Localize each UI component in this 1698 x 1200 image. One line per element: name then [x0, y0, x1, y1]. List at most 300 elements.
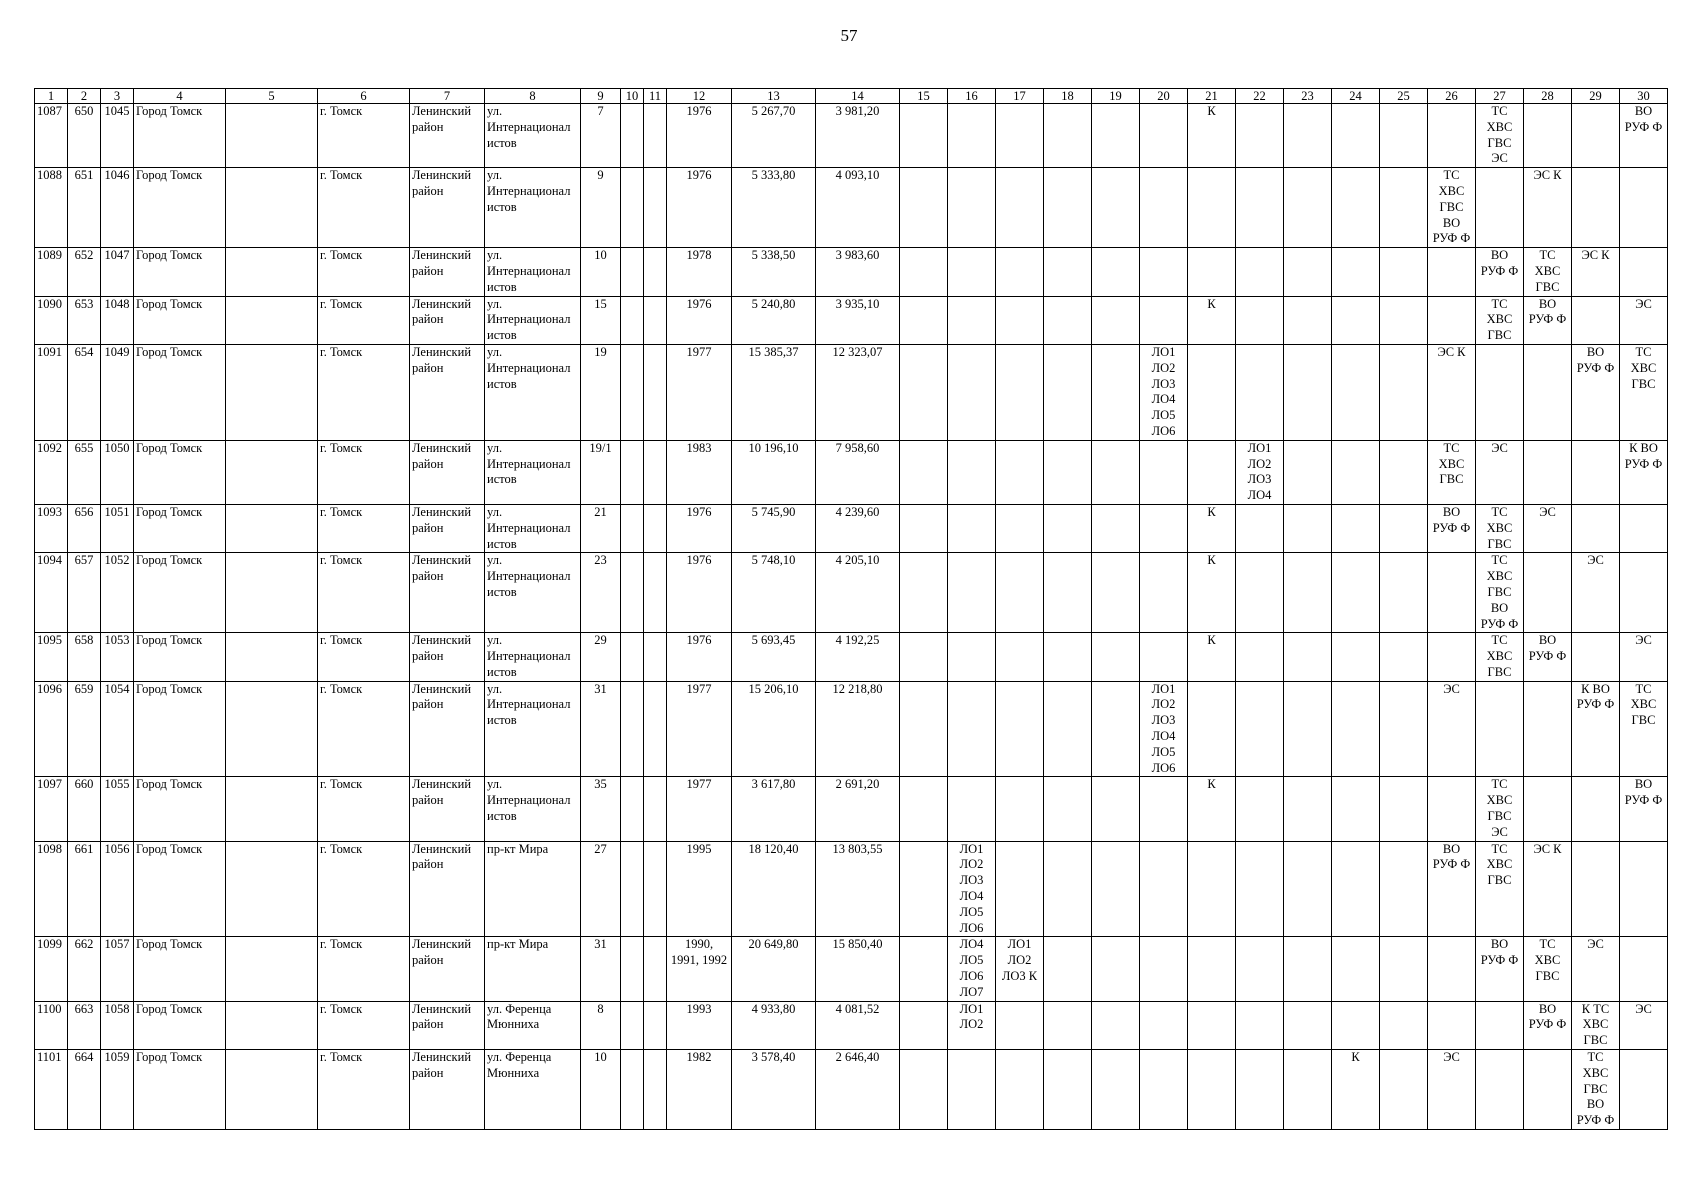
table-cell-col-14: 4 192,25: [816, 633, 900, 681]
table-cell-col-21: К: [1188, 104, 1236, 168]
table-cell-col-8: ул. Ференца Мюнниха: [485, 1001, 581, 1049]
table-cell-col-6: г. Томск: [318, 248, 410, 296]
table-cell-col-12: 1976: [667, 296, 732, 344]
table-cell-col-11: [644, 168, 667, 248]
table-body: [35, 104, 1668, 1130]
table-cell-col-13: 5 240,80: [732, 296, 816, 344]
table-cell-col-9: 19/1: [581, 440, 621, 504]
table-cell-col-23: [1284, 681, 1332, 777]
table-cell-col-10: [621, 168, 644, 248]
column-header-22: 22: [1236, 89, 1284, 104]
table-cell-col-15: [900, 168, 948, 248]
table-cell-col-23: [1284, 777, 1332, 841]
table-cell-col-19: [1092, 1001, 1140, 1049]
table-cell-col-22: [1236, 248, 1284, 296]
table-cell-col-11: [644, 504, 667, 552]
column-header-21: 21: [1188, 89, 1236, 104]
table-cell-col-18: [1044, 777, 1092, 841]
table-cell-col-30: [1620, 248, 1668, 296]
table-cell-col-26: [1428, 777, 1476, 841]
table-cell-col-15: [900, 248, 948, 296]
table-cell-col-20: [1140, 104, 1188, 168]
table-cell-col-5: [226, 296, 318, 344]
table-cell-col-11: [644, 1050, 667, 1130]
table-cell-col-9: 19: [581, 344, 621, 440]
table-cell-col-12: 1978: [667, 248, 732, 296]
table-cell-col-10: [621, 1001, 644, 1049]
table-cell-col-1: 1088: [35, 168, 68, 248]
table-cell-col-26: [1428, 937, 1476, 1001]
table-cell-col-19: [1092, 296, 1140, 344]
table-cell-col-25: [1380, 168, 1428, 248]
table-cell-col-28: [1524, 1050, 1572, 1130]
table-row: [35, 1001, 1668, 1049]
table-cell-col-4: Город Томск: [134, 841, 226, 937]
table-cell-col-10: [621, 777, 644, 841]
table-cell-col-5: [226, 104, 318, 168]
column-header-10: 10: [621, 89, 644, 104]
table-cell-col-3: 1051: [101, 504, 134, 552]
table-cell-col-7: Ленинский район: [410, 633, 485, 681]
table-cell-col-15: [900, 104, 948, 168]
table-cell-col-12: 1977: [667, 777, 732, 841]
table-cell-col-7: Ленинский район: [410, 344, 485, 440]
table-cell-col-28: [1524, 777, 1572, 841]
table-cell-col-17: [996, 633, 1044, 681]
table-cell-col-14: 4 205,10: [816, 553, 900, 633]
table-cell-col-1: 1091: [35, 344, 68, 440]
table-cell-col-24: [1332, 440, 1380, 504]
table-cell-col-5: [226, 633, 318, 681]
table-cell-col-7: Ленинский район: [410, 777, 485, 841]
table-cell-col-26: ТС ХВС ГВС ВО РУФ Ф: [1428, 168, 1476, 248]
table-cell-col-6: г. Томск: [318, 1001, 410, 1049]
table-cell-col-12: 1976: [667, 504, 732, 552]
table-cell-col-6: г. Томск: [318, 937, 410, 1001]
table-cell-col-5: [226, 344, 318, 440]
table-cell-col-30: К ВО РУФ Ф: [1620, 440, 1668, 504]
table-cell-col-23: [1284, 248, 1332, 296]
table-cell-col-20: ЛО1 ЛО2 ЛО3 ЛО4 ЛО5 ЛО6: [1140, 344, 1188, 440]
table-cell-col-23: [1284, 168, 1332, 248]
table-cell-col-24: К: [1332, 1050, 1380, 1130]
table-cell-col-3: 1048: [101, 296, 134, 344]
table-cell-col-28: [1524, 104, 1572, 168]
table-cell-col-27: [1476, 1050, 1524, 1130]
table-cell-col-11: [644, 344, 667, 440]
table-cell-col-15: [900, 841, 948, 937]
table-cell-col-28: ВО РУФ Ф: [1524, 1001, 1572, 1049]
table-cell-col-16: [948, 553, 996, 633]
table-cell-col-29: [1572, 440, 1620, 504]
table-cell-col-5: [226, 777, 318, 841]
table-cell-col-13: 5 693,45: [732, 633, 816, 681]
table-cell-col-1: 1100: [35, 1001, 68, 1049]
table-cell-col-10: [621, 681, 644, 777]
table-cell-col-18: [1044, 440, 1092, 504]
table-cell-col-16: [948, 504, 996, 552]
table-cell-col-7: Ленинский район: [410, 248, 485, 296]
table-cell-col-21: К: [1188, 633, 1236, 681]
table-cell-col-2: 651: [68, 168, 101, 248]
column-header-15: 15: [900, 89, 948, 104]
table-cell-col-5: [226, 1001, 318, 1049]
table-cell-col-5: [226, 681, 318, 777]
table-cell-col-28: ЭС К: [1524, 168, 1572, 248]
table-row: [35, 344, 1668, 440]
table-row: [35, 681, 1668, 777]
housing-register-table: [34, 88, 1668, 1130]
table-cell-col-17: [996, 681, 1044, 777]
table-cell-col-19: [1092, 504, 1140, 552]
table-row: [35, 553, 1668, 633]
table-cell-col-19: [1092, 937, 1140, 1001]
table-cell-col-6: г. Томск: [318, 168, 410, 248]
table-cell-col-27: ТС ХВС ГВС ЭС: [1476, 104, 1524, 168]
column-header-9: 9: [581, 89, 621, 104]
column-header-12: 12: [667, 89, 732, 104]
table-cell-col-28: ЭС: [1524, 504, 1572, 552]
table-cell-col-26: ВО РУФ Ф: [1428, 504, 1476, 552]
table-cell-col-27: ВО РУФ Ф: [1476, 248, 1524, 296]
table-cell-col-28: ТС ХВС ГВС: [1524, 937, 1572, 1001]
table-cell-col-19: [1092, 841, 1140, 937]
table-cell-col-1: 1098: [35, 841, 68, 937]
column-header-16: 16: [948, 89, 996, 104]
table-cell-col-21: [1188, 344, 1236, 440]
table-cell-col-27: [1476, 1001, 1524, 1049]
table-cell-col-14: 4 081,52: [816, 1001, 900, 1049]
table-cell-col-29: [1572, 633, 1620, 681]
table-cell-col-9: 21: [581, 504, 621, 552]
table-cell-col-22: [1236, 168, 1284, 248]
table-cell-col-17: [996, 504, 1044, 552]
table-cell-col-24: [1332, 296, 1380, 344]
table-cell-col-8: пр-кт Мира: [485, 841, 581, 937]
table-cell-col-4: Город Томск: [134, 681, 226, 777]
table-cell-col-26: [1428, 248, 1476, 296]
table-cell-col-15: [900, 553, 948, 633]
table-cell-col-28: [1524, 553, 1572, 633]
table-cell-col-2: 664: [68, 1050, 101, 1130]
table-cell-col-8: пр-кт Мира: [485, 937, 581, 1001]
table-cell-col-12: 1983: [667, 440, 732, 504]
table-cell-col-7: Ленинский район: [410, 841, 485, 937]
table-cell-col-14: 3 981,20: [816, 104, 900, 168]
table-cell-col-23: [1284, 504, 1332, 552]
table-cell-col-25: [1380, 1001, 1428, 1049]
table-cell-col-29: ВО РУФ Ф: [1572, 344, 1620, 440]
table-cell-col-24: [1332, 344, 1380, 440]
table-cell-col-6: г. Томск: [318, 344, 410, 440]
table-cell-col-13: 5 745,90: [732, 504, 816, 552]
table-cell-col-30: [1620, 841, 1668, 937]
column-header-27: 27: [1476, 89, 1524, 104]
table-cell-col-6: г. Томск: [318, 777, 410, 841]
table-cell-col-9: 8: [581, 1001, 621, 1049]
table-cell-col-17: [996, 1050, 1044, 1130]
table-cell-col-26: [1428, 553, 1476, 633]
table-cell-col-4: Город Томск: [134, 104, 226, 168]
table-cell-col-5: [226, 168, 318, 248]
table-cell-col-27: ТС ХВС ГВС: [1476, 633, 1524, 681]
table-cell-col-15: [900, 296, 948, 344]
table-row: [35, 937, 1668, 1001]
table-cell-col-9: 31: [581, 681, 621, 777]
table-cell-col-21: [1188, 1001, 1236, 1049]
table-cell-col-18: [1044, 1001, 1092, 1049]
table-cell-col-10: [621, 504, 644, 552]
table-cell-col-8: ул. Интернационал истов: [485, 248, 581, 296]
table-cell-col-27: [1476, 344, 1524, 440]
table-cell-col-13: 15 206,10: [732, 681, 816, 777]
column-header-29: 29: [1572, 89, 1620, 104]
table-cell-col-4: Город Томск: [134, 296, 226, 344]
table-cell-col-9: 7: [581, 104, 621, 168]
table-cell-col-11: [644, 937, 667, 1001]
table-cell-col-11: [644, 248, 667, 296]
table-row: [35, 777, 1668, 841]
table-cell-col-12: 1976: [667, 168, 732, 248]
table-cell-col-16: [948, 248, 996, 296]
table-cell-col-21: [1188, 1050, 1236, 1130]
table-cell-col-19: [1092, 1050, 1140, 1130]
table-cell-col-30: [1620, 504, 1668, 552]
table-cell-col-11: [644, 1001, 667, 1049]
table-cell-col-1: 1094: [35, 553, 68, 633]
table-cell-col-20: [1140, 937, 1188, 1001]
table-cell-col-6: г. Томск: [318, 553, 410, 633]
table-cell-col-30: ТС ХВС ГВС: [1620, 681, 1668, 777]
column-number-header-row: [35, 89, 1668, 104]
table-cell-col-16: [948, 440, 996, 504]
table-cell-col-16: [948, 1050, 996, 1130]
table-cell-col-23: [1284, 841, 1332, 937]
table-cell-col-13: 5 333,80: [732, 168, 816, 248]
table-cell-col-3: 1047: [101, 248, 134, 296]
table-cell-col-18: [1044, 681, 1092, 777]
table-cell-col-12: 1976: [667, 553, 732, 633]
table-cell-col-2: 663: [68, 1001, 101, 1049]
table-cell-col-17: [996, 777, 1044, 841]
table-cell-col-8: ул. Интернационал истов: [485, 344, 581, 440]
table-cell-col-30: [1620, 1050, 1668, 1130]
table-cell-col-25: [1380, 104, 1428, 168]
table-cell-col-2: 658: [68, 633, 101, 681]
table-cell-col-16: ЛО1 ЛО2 ЛО3 ЛО4 ЛО5 ЛО6: [948, 841, 996, 937]
table-row: [35, 168, 1668, 248]
table-cell-col-21: К: [1188, 296, 1236, 344]
table-cell-col-24: [1332, 248, 1380, 296]
table-cell-col-24: [1332, 504, 1380, 552]
table-cell-col-23: [1284, 440, 1332, 504]
column-header-14: 14: [816, 89, 900, 104]
table-cell-col-13: 3 578,40: [732, 1050, 816, 1130]
table-cell-col-25: [1380, 937, 1428, 1001]
table-cell-col-26: [1428, 296, 1476, 344]
table-cell-col-1: 1096: [35, 681, 68, 777]
table-cell-col-9: 27: [581, 841, 621, 937]
table-cell-col-25: [1380, 777, 1428, 841]
table-cell-col-21: К: [1188, 504, 1236, 552]
table-cell-col-23: [1284, 1050, 1332, 1130]
table-cell-col-22: [1236, 104, 1284, 168]
table-cell-col-24: [1332, 1001, 1380, 1049]
table-cell-col-20: [1140, 1050, 1188, 1130]
table-row: [35, 248, 1668, 296]
table-row: [35, 296, 1668, 344]
table-cell-col-24: [1332, 168, 1380, 248]
table-cell-col-3: 1055: [101, 777, 134, 841]
table-cell-col-29: ЭС К: [1572, 248, 1620, 296]
table-cell-col-28: ВО РУФ Ф: [1524, 633, 1572, 681]
table-cell-col-18: [1044, 937, 1092, 1001]
table-cell-col-11: [644, 633, 667, 681]
table-cell-col-23: [1284, 937, 1332, 1001]
table-cell-col-7: Ленинский район: [410, 296, 485, 344]
table-cell-col-3: 1057: [101, 937, 134, 1001]
column-header-3: 3: [101, 89, 134, 104]
table-cell-col-22: [1236, 553, 1284, 633]
table-cell-col-7: Ленинский район: [410, 1001, 485, 1049]
table-cell-col-23: [1284, 344, 1332, 440]
table-cell-col-24: [1332, 777, 1380, 841]
table-cell-col-1: 1099: [35, 937, 68, 1001]
table-cell-col-16: [948, 296, 996, 344]
table-cell-col-18: [1044, 553, 1092, 633]
table-cell-col-20: [1140, 440, 1188, 504]
page-number: 57: [840, 26, 858, 45]
table-cell-col-3: 1053: [101, 633, 134, 681]
table-cell-col-27: ВО РУФ Ф: [1476, 937, 1524, 1001]
table-cell-col-10: [621, 344, 644, 440]
table-cell-col-25: [1380, 841, 1428, 937]
table-cell-col-7: Ленинский район: [410, 681, 485, 777]
table-cell-col-14: 15 850,40: [816, 937, 900, 1001]
column-header-20: 20: [1140, 89, 1188, 104]
table-cell-col-1: 1089: [35, 248, 68, 296]
table-cell-col-20: [1140, 777, 1188, 841]
table-cell-col-29: ЭС: [1572, 553, 1620, 633]
table-cell-col-15: [900, 1001, 948, 1049]
table-cell-col-14: 4 239,60: [816, 504, 900, 552]
table-cell-col-18: [1044, 168, 1092, 248]
table-cell-col-19: [1092, 440, 1140, 504]
table-cell-col-4: Город Томск: [134, 344, 226, 440]
table-cell-col-29: К ТС ХВС ГВС: [1572, 1001, 1620, 1049]
table-cell-col-8: ул. Интернационал истов: [485, 104, 581, 168]
table-cell-col-5: [226, 248, 318, 296]
table-cell-col-20: [1140, 553, 1188, 633]
table-cell-col-27: ЭС: [1476, 440, 1524, 504]
table-cell-col-30: ЭС: [1620, 296, 1668, 344]
table-cell-col-1: 1101: [35, 1050, 68, 1130]
column-header-13: 13: [732, 89, 816, 104]
table-cell-col-20: [1140, 841, 1188, 937]
table-cell-col-3: 1056: [101, 841, 134, 937]
table-cell-col-25: [1380, 1050, 1428, 1130]
table-cell-col-22: [1236, 841, 1284, 937]
table-cell-col-13: 5 267,70: [732, 104, 816, 168]
table-cell-col-7: Ленинский район: [410, 1050, 485, 1130]
table-cell-col-11: [644, 681, 667, 777]
table-cell-col-9: 10: [581, 248, 621, 296]
table-cell-col-7: Ленинский район: [410, 553, 485, 633]
table-cell-col-19: [1092, 168, 1140, 248]
table-cell-col-17: [996, 104, 1044, 168]
table-cell-col-22: [1236, 1050, 1284, 1130]
table-cell-col-10: [621, 248, 644, 296]
table-cell-col-23: [1284, 104, 1332, 168]
table-cell-col-15: [900, 1050, 948, 1130]
table-cell-col-9: 35: [581, 777, 621, 841]
column-header-26: 26: [1428, 89, 1476, 104]
table-cell-col-18: [1044, 296, 1092, 344]
table-cell-col-25: [1380, 344, 1428, 440]
table-cell-col-3: 1045: [101, 104, 134, 168]
table-cell-col-15: [900, 344, 948, 440]
table-cell-col-4: Город Томск: [134, 777, 226, 841]
table-cell-col-8: ул. Интернационал истов: [485, 168, 581, 248]
table-cell-col-29: [1572, 296, 1620, 344]
table-cell-col-6: г. Томск: [318, 104, 410, 168]
table-cell-col-30: [1620, 937, 1668, 1001]
table-cell-col-6: г. Томск: [318, 681, 410, 777]
table-cell-col-22: [1236, 777, 1284, 841]
table-cell-col-4: Город Томск: [134, 937, 226, 1001]
table-cell-col-26: ЭС: [1428, 1050, 1476, 1130]
table-cell-col-23: [1284, 553, 1332, 633]
table-cell-col-18: [1044, 344, 1092, 440]
table-cell-col-21: [1188, 248, 1236, 296]
table-cell-col-28: ЭС К: [1524, 841, 1572, 937]
table-cell-col-15: [900, 937, 948, 1001]
table-cell-col-16: [948, 681, 996, 777]
table-cell-col-18: [1044, 504, 1092, 552]
table-cell-col-4: Город Томск: [134, 168, 226, 248]
table-cell-col-22: [1236, 504, 1284, 552]
column-header-19: 19: [1092, 89, 1140, 104]
table-cell-col-2: 660: [68, 777, 101, 841]
table-cell-col-8: ул. Интернационал истов: [485, 553, 581, 633]
table-cell-col-25: [1380, 296, 1428, 344]
table-cell-col-14: 3 983,60: [816, 248, 900, 296]
table-cell-col-30: ЭС: [1620, 633, 1668, 681]
table-cell-col-14: 12 323,07: [816, 344, 900, 440]
table-cell-col-3: 1052: [101, 553, 134, 633]
column-header-18: 18: [1044, 89, 1092, 104]
table-cell-col-2: 662: [68, 937, 101, 1001]
table-row: [35, 841, 1668, 937]
table-cell-col-20: [1140, 504, 1188, 552]
table-cell-col-1: 1097: [35, 777, 68, 841]
table-cell-col-23: [1284, 296, 1332, 344]
table-cell-col-2: 652: [68, 248, 101, 296]
table-cell-col-17: [996, 344, 1044, 440]
table-cell-col-9: 10: [581, 1050, 621, 1130]
table-cell-col-24: [1332, 553, 1380, 633]
table-cell-col-13: 3 617,80: [732, 777, 816, 841]
table-cell-col-11: [644, 440, 667, 504]
column-header-6: 6: [318, 89, 410, 104]
table-cell-col-11: [644, 296, 667, 344]
column-header-30: 30: [1620, 89, 1668, 104]
table-cell-col-11: [644, 777, 667, 841]
table-cell-col-19: [1092, 104, 1140, 168]
table-cell-col-19: [1092, 248, 1140, 296]
table-cell-col-27: [1476, 168, 1524, 248]
table-cell-col-2: 655: [68, 440, 101, 504]
